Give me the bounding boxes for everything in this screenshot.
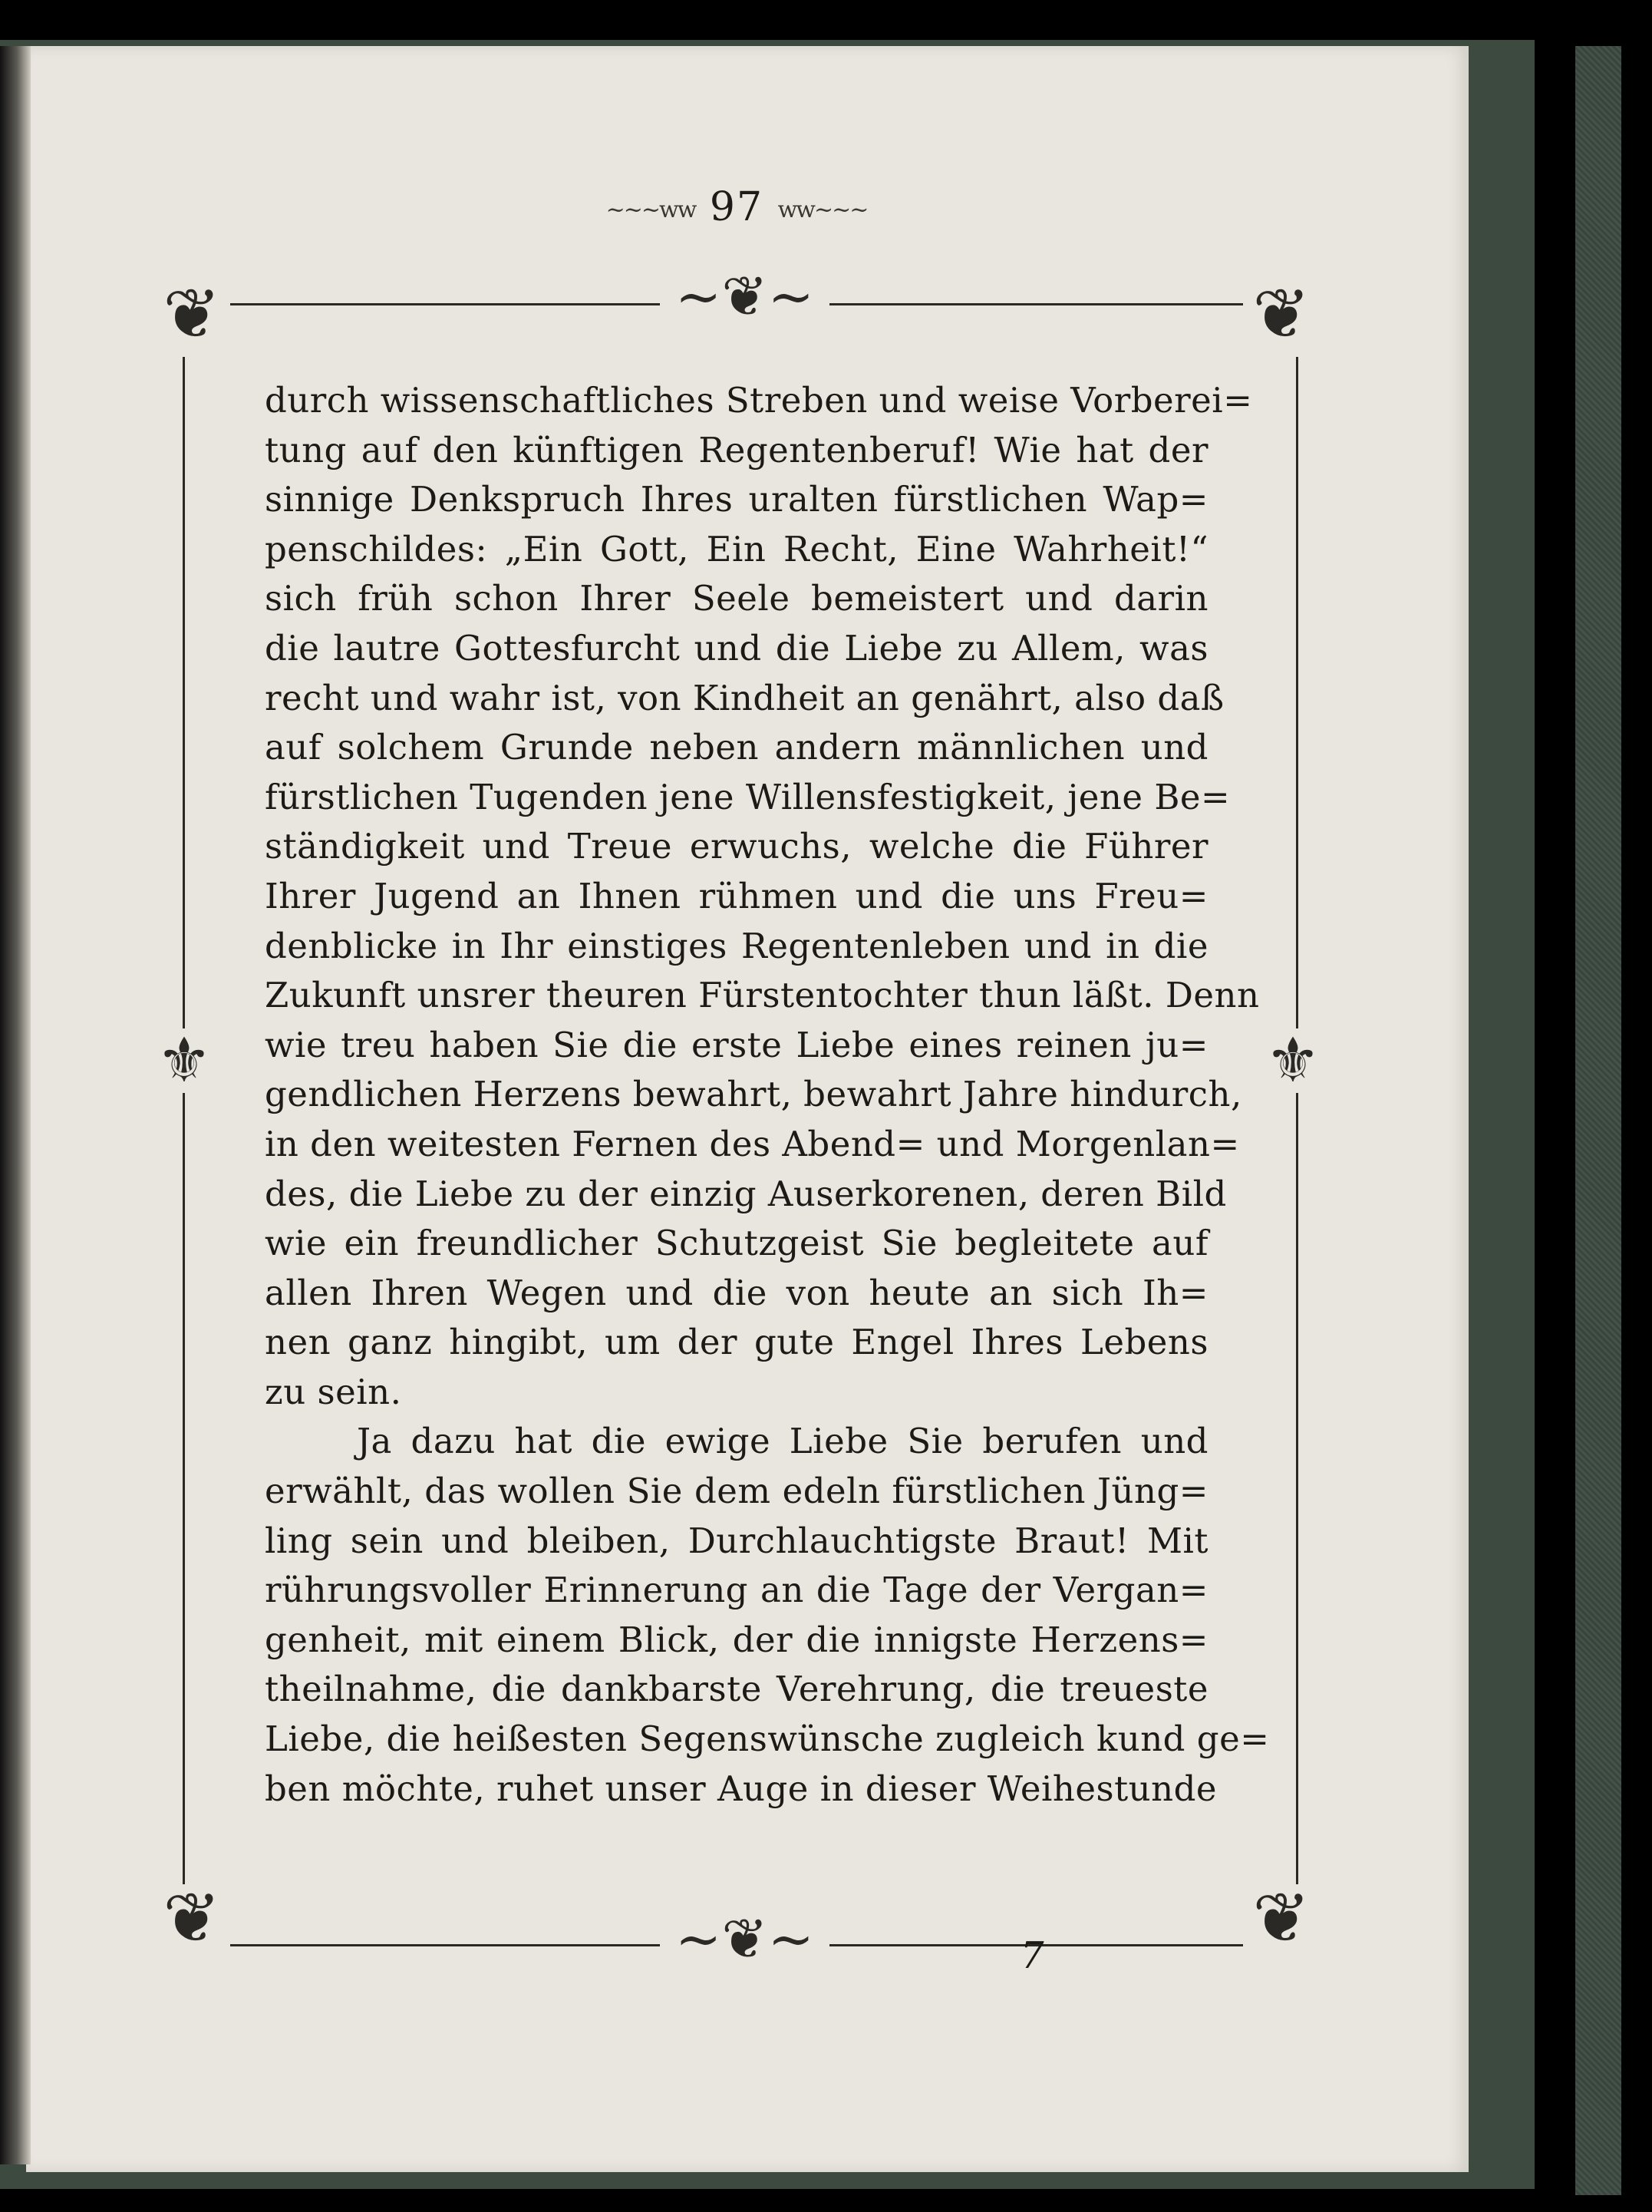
- frame-corner-ornament-icon: ❦: [153, 1884, 230, 1961]
- book-cover-edge: [1575, 46, 1621, 2195]
- text-line: recht und wahr ist, von Kindheit an genährt, also daß: [265, 677, 1225, 718]
- text-line: zu sein.: [265, 1371, 402, 1412]
- text-line: ling sein und bleiben, Durchlauchtigste Braut! Mit: [265, 1520, 1208, 1561]
- page-number-ornament-right: ww~~~: [777, 196, 868, 223]
- frame-corner-ornament-icon: ❦: [153, 280, 230, 357]
- text-line: rührungsvoller Erinnerung an die Tage der Vergan=: [265, 1570, 1208, 1611]
- facing-page-edge: [0, 46, 31, 2164]
- text-line: denblicke in Ihr einstiges Regentenleben und in die: [265, 925, 1208, 966]
- text-line: wie ein freundlicher Schutzgeist Sie begleitete auf: [265, 1223, 1208, 1264]
- text-line: Ihrer Jugend an Ihnen rühmen und die uns Freu=: [265, 875, 1208, 916]
- text-line: genheit, mit einem Blick, der die innigste Herzens=: [265, 1619, 1208, 1660]
- text-line: erwählt, das wollen Sie dem edeln fürstlichen Jüng=: [265, 1471, 1208, 1512]
- frame-corner-ornament-icon: ❦: [1243, 1884, 1320, 1961]
- text-line: ben möchte, ruhet unser Auge in dieser Weihestunde: [265, 1768, 1218, 1809]
- text-line: sinnige Denkspruch Ihres uralten fürstlichen Wap=: [265, 479, 1208, 520]
- text-line: sich früh schon Ihrer Seele bemeistert und darin: [265, 578, 1208, 619]
- frame-right-ornament-icon: ⚜: [1258, 1028, 1327, 1093]
- text-line: auf solchem Grunde neben andern männlichen und: [265, 727, 1208, 768]
- frame-corner-ornament-icon: ❦: [1243, 280, 1320, 357]
- frame-bottom-ornament-icon: ~❦~: [660, 1911, 829, 1966]
- text-line: allen Ihren Wegen und die von heute an sich Ih=: [265, 1272, 1208, 1313]
- text-line: Zukunft unsrer theuren Fürstentochter thun läßt. Denn: [265, 975, 1260, 1016]
- page-number: 97: [709, 184, 764, 230]
- text-line: durch wissenschaftliches Streben und weise Vorberei=: [265, 380, 1253, 421]
- page-number-ornament-left: ~~~ww: [605, 196, 696, 223]
- text-line: Liebe, die heißesten Segenswünsche zugleich kund ge=: [265, 1718, 1270, 1760]
- text-line: die lautre Gottesfurcht und die Liebe zu Allem, was: [265, 627, 1208, 669]
- signature-mark: 7: [1021, 1934, 1044, 1977]
- frame-left-ornament-icon: ⚜: [150, 1028, 219, 1093]
- text-line: nen ganz hingibt, um der gute Engel Ihres Lebens: [265, 1322, 1208, 1363]
- text-line: penschildes: „Ein Gott, Ein Recht, Eine Wahrheit!“: [265, 528, 1208, 570]
- text-line: ständigkeit und Treue erwuchs, welche die Führer: [265, 826, 1208, 867]
- text-line: theilnahme, die dankbarste Verehrung, die treueste: [265, 1669, 1208, 1710]
- text-line: tung auf den künftigen Regentenberuf! Wie hat der: [265, 429, 1208, 470]
- body-text: [265, 376, 1270, 1814]
- text-line: wie treu haben Sie die erste Liebe eines reinen ju=: [265, 1024, 1208, 1065]
- page-number-wrap: [598, 184, 875, 230]
- text-line: Ja dazu hat die ewige Liebe Sie berufen und: [357, 1421, 1208, 1462]
- frame-top-ornament-icon: ~❦~: [660, 269, 829, 324]
- text-line: fürstlichen Tugenden jene Willensfestigkeit, jene Be=: [265, 776, 1231, 817]
- text-line: in den weitesten Fernen des Abend= und Morgenlan=: [265, 1123, 1240, 1164]
- text-line: gendlichen Herzens bewahrt, bewahrt Jahre hindurch,: [265, 1074, 1242, 1115]
- text-line: des, die Liebe zu der einzig Auserkorenen, deren Bild: [265, 1173, 1227, 1214]
